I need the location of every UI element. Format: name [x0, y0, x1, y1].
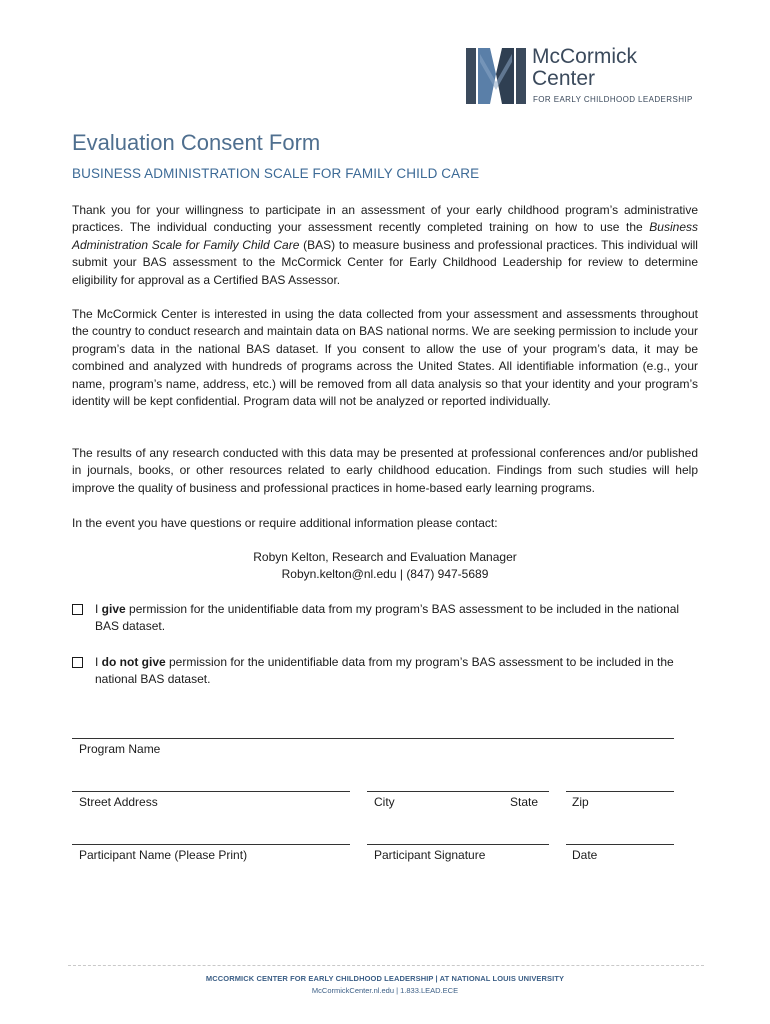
street-address-line[interactable] [72, 791, 350, 792]
research-paragraph: The McCormick Center is interested in using the data collected from your assessment and assessments throughout the country to conduct research and maintain data on BAS national norms. We are seeking permission to include your program’s data in the national BAS dataset. If you consent to allow the use of your program’s data, it may be combined and analyzed with hundreds of programs across the United States. All identifiable information (e.g., your name, program’s name, address, etc.) will be removed from all data analysis so that your identity and your program’s identity will be kept confidential. Program data will not be analyzed or reported individually. [72, 307, 698, 409]
consent-option-not-give[interactable] [72, 654, 698, 689]
participant-name-label: Participant Name (Please Print) [79, 848, 248, 862]
city-state-line[interactable] [367, 791, 549, 792]
contact-intro-paragraph: In the event you have questions or require additional information please contact: [72, 516, 498, 530]
footer-organization: MCCORMICK CENTER FOR EARLY CHILDHOOD LEADERSHIP | AT NATIONAL LOUIS UNIVERSITY [205, 974, 565, 983]
logo-wordmark [532, 46, 637, 90]
street-address-label: Street Address [79, 795, 158, 809]
not-give-label-bold: do not give [101, 655, 166, 669]
participant-signature-line[interactable] [367, 844, 549, 845]
give-label-pre: I [95, 602, 102, 616]
give-consent-label [95, 601, 698, 636]
program-name-label: Program Name [79, 742, 161, 756]
program-name-line[interactable] [72, 738, 674, 739]
give-consent-checkbox[interactable] [72, 604, 83, 615]
form-title: Evaluation Consent Form [72, 130, 321, 155]
give-label-post: permission for the unidentifiable data from my program’s BAS assessment to be included in the national BAS dataset. [95, 602, 680, 634]
not-give-label-pre: I [95, 655, 102, 669]
give-label-bold: give [101, 602, 126, 616]
logo-name-line2: Center [532, 67, 596, 90]
participant-signature-label: Participant Signature [374, 848, 486, 862]
logo-name-line1: McCormick [532, 45, 637, 68]
city-label: City [374, 795, 395, 809]
not-give-label-post: permission for the unidentifiable data from my program’s BAS assessment to be included in the national BAS dataset. [95, 655, 674, 687]
intro-paragraph [72, 202, 698, 289]
mccormick-logo-mark-icon [466, 46, 526, 106]
scale-title-italic: Business Administration Scale for Family Child Care [72, 220, 698, 252]
contact-block [72, 549, 698, 584]
zip-line[interactable] [566, 791, 674, 792]
form-subtitle: BUSINESS ADMINISTRATION SCALE FOR FAMILY CHILD CARE [72, 166, 480, 181]
intro-text-end: (BAS) to measure business and professional practices. This individual will submit your BAS assessment to the McCormick Center for Early Childhood Leadership for review to determine eligibility for approval as a Certified BAS Assessor. [72, 237, 698, 287]
contact-name: Robyn Kelton, Research and Evaluation Manager [253, 550, 517, 564]
participant-name-line[interactable] [72, 844, 350, 845]
mccormick-center-logo [466, 46, 706, 108]
zip-label: Zip [572, 795, 589, 809]
state-label: State [510, 795, 539, 809]
date-label: Date [572, 848, 598, 862]
footer-contact: McCormickCenter.nl.edu | 1.833.LEAD.ECE [311, 986, 459, 995]
footer-divider [68, 965, 704, 966]
consent-option-give[interactable] [72, 601, 698, 636]
not-give-consent-label [95, 654, 698, 689]
logo-tagline: FOR EARLY CHILDHOOD LEADERSHIP [533, 95, 693, 104]
not-give-consent-checkbox[interactable] [72, 657, 83, 668]
date-line[interactable] [566, 844, 674, 845]
results-paragraph: The results of any research conducted with this data may be presented at professional conferences and/or published in journals, books, or other resources related to early childhood education. Findings from such studies will help improve the quality of business and professional practices in home-based early learning programs. [72, 446, 698, 495]
contact-info: Robyn.kelton@nl.edu | (847) 947-5689 [281, 567, 489, 582]
intro-text-start: Thank you for your willingness to participate in an assessment of your early childhood program’s administrative practices. The individual conducting your assessment recently completed training on how to use the [72, 203, 698, 235]
